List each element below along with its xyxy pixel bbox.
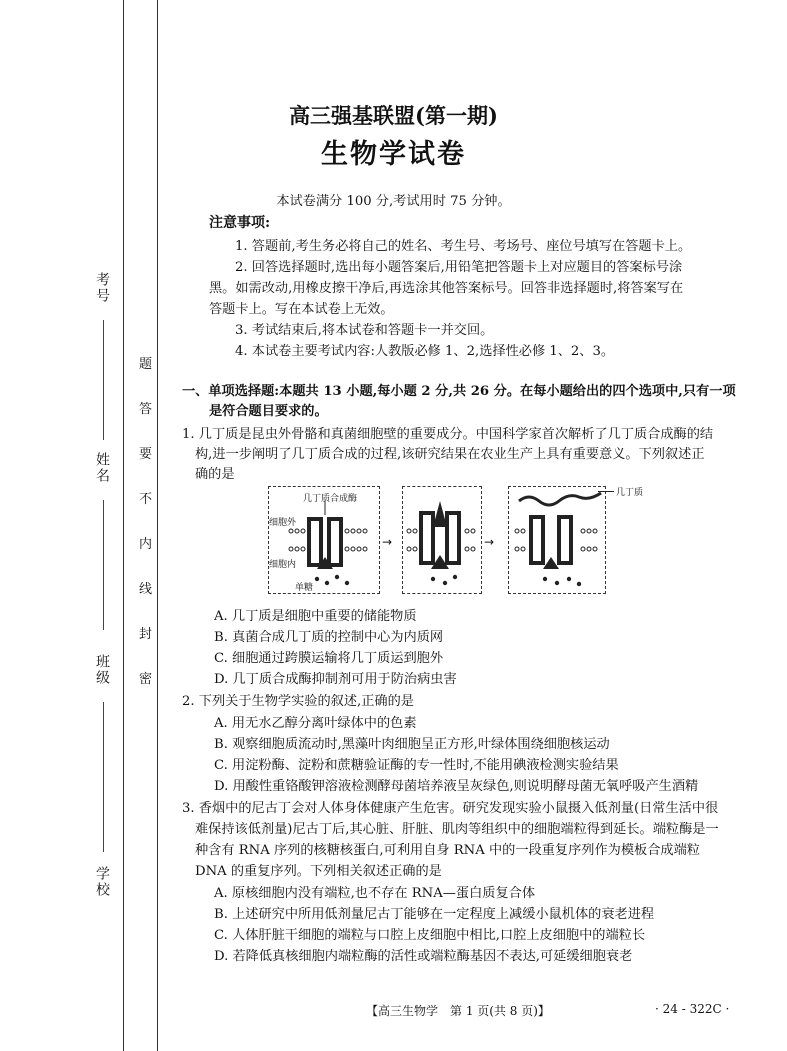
enzyme-diagram — [509, 487, 605, 593]
seal-char: 内 — [139, 537, 153, 552]
question-stem: 种含有 RNA 序列的核糖核蛋白,可利用自身 RNA 中的一段重复序列作为模板合成端粒 — [195, 843, 700, 858]
question-stem: DNA 的重复序列。下列相关叙述正确的是 — [195, 864, 442, 879]
class-label: 班级 — [94, 654, 110, 686]
arrow-icon: → — [382, 535, 393, 549]
notice-line: 4. 本试卷主要考试内容:人教版必修 1、2,选择性必修 1、2、3。 — [235, 344, 615, 359]
option: C. 用淀粉酶、淀粉和蔗糖验证酶的专一性时,不能用碘液检测实验结果 — [214, 758, 619, 773]
seal-char: 线 — [139, 582, 153, 597]
notice-line: 黑。如需改动,用橡皮擦干净后,再选涂其他答案标号。回答非选择题时,将答案写在 — [209, 281, 684, 296]
seal-char: 题 — [139, 357, 153, 372]
enzyme-diagram — [269, 487, 379, 593]
option: C. 细胞通过跨膜运输将几丁质运到胞外 — [214, 651, 444, 666]
section-heading: 一、单项选择题:本题共 13 小题,每小题 2 分,共 26 分。在每小题给出的四个选项中,只有一项 — [182, 384, 736, 399]
seal-char: 密 — [139, 672, 153, 687]
class-fill-line — [103, 702, 104, 852]
notice-line: 答题卡上。写在本试卷上无效。 — [209, 302, 394, 317]
seal-char: 不 — [139, 492, 153, 507]
exam-subject-title: 生物学试卷 — [321, 139, 466, 170]
school-label: 学校 — [94, 866, 110, 898]
exam-code: · 24 - 322C · — [655, 1002, 730, 1016]
seal-char: 答 — [139, 402, 153, 417]
question-stem: 3. 香烟中的尼古丁会对人体身体健康产生危害。研究发现实验小鼠摄入低剂量(日常生活中很 — [182, 801, 719, 816]
question-stem: 2. 下列关于生物学实验的叙述,正确的是 — [182, 694, 414, 709]
option: B. 上述研究中所用低剂量尼古丁能够在一定程度上减缓小鼠机体的衰老进程 — [214, 907, 655, 922]
figure-panel-2 — [402, 486, 482, 594]
exam-intro: 本试卷满分 100 分,考试用时 75 分钟。 — [276, 194, 511, 209]
enzyme-label: 几丁质合成酶 — [303, 494, 358, 504]
option: B. 真菌合成几丁质的控制中心为内质网 — [214, 630, 444, 645]
seal-char: 封 — [139, 627, 153, 642]
option: A. 几丁质是细胞中重要的储能物质 — [214, 609, 417, 624]
option: C. 人体肝脏干细胞的端粒与口腔上皮细胞中相比,口腔上皮细胞中的端粒长 — [214, 928, 646, 943]
page-footer: 【高三生物学 第 1 页(共 8 页)】 — [366, 1004, 550, 1018]
chitin-leader-line — [598, 491, 614, 492]
exam-number-fill-line — [103, 320, 104, 440]
figure-panel-1 — [268, 486, 380, 594]
exam-series-title: 高三强基联盟(第一期) — [289, 103, 498, 128]
name-label: 姓名 — [94, 452, 110, 484]
figure-panel-3 — [508, 486, 606, 594]
question-stem: 构,进一步阐明了几丁质合成的过程,该研究结果在农业生产上具有重要意义。下列叙述正 — [195, 447, 705, 462]
notice-line: 3. 考试结束后,将本试卷和答题卡一并交回。 — [235, 323, 494, 338]
option: A. 用无水乙醇分离叶绿体中的色素 — [214, 716, 417, 731]
option: B. 观察细胞质流动时,黑藻叶肉细胞呈正方形,叶绿体围绕细胞核运动 — [214, 737, 610, 752]
notice-line: 1. 答题前,考生务必将自己的姓名、考生号、考场号、座位号填写在答题卡上。 — [235, 239, 692, 254]
arrow-icon: → — [484, 535, 495, 549]
chitin-synthase-figure — [268, 483, 648, 595]
question-stem: 确的是 — [195, 467, 235, 482]
seal-char: 要 — [139, 447, 153, 462]
question-stem: 1. 几丁质是昆虫外骨骼和真菌细胞壁的重要成分。中国科学家首次解析了几丁质合成酶的结 — [182, 427, 714, 442]
section-heading-cont: 是符合题目要求的。 — [209, 404, 328, 419]
question-stem: 难保持该低剂量)尼古丁后,其心脏、肝脏、肌肉等组织中的细胞端粒得到延长。端粒酶是一 — [195, 822, 719, 837]
inside-label: 细胞内 — [269, 560, 297, 570]
option: D. 几丁质合成酶抑制剂可用于防治病虫害 — [214, 672, 457, 687]
name-fill-line — [103, 500, 104, 630]
enzyme-diagram — [403, 487, 481, 593]
option: D. 若降低真核细胞内端粒酶的活性或端粒酶基因不表达,可延缓细胞衰老 — [214, 949, 633, 964]
chitin-label: 几丁质 — [616, 488, 644, 498]
option: A. 原核细胞内没有端粒,也不存在 RNA—蛋白质复合体 — [214, 886, 536, 901]
notice-heading: 注意事项: — [209, 215, 271, 231]
outside-label: 细胞外 — [269, 518, 297, 528]
option: D. 用酸性重铬酸钾溶液检测酵母菌培养液呈灰绿色,则说明酵母菌无氧呼吸产生酒精 — [214, 779, 699, 794]
notice-line: 2. 回答选择题时,选出每小题答案后,用铅笔把答题卡上对应题目的答案标号涂 — [235, 260, 683, 275]
exam-number-label: 考号 — [94, 272, 110, 304]
monomer-label: 单糖 — [295, 583, 314, 593]
